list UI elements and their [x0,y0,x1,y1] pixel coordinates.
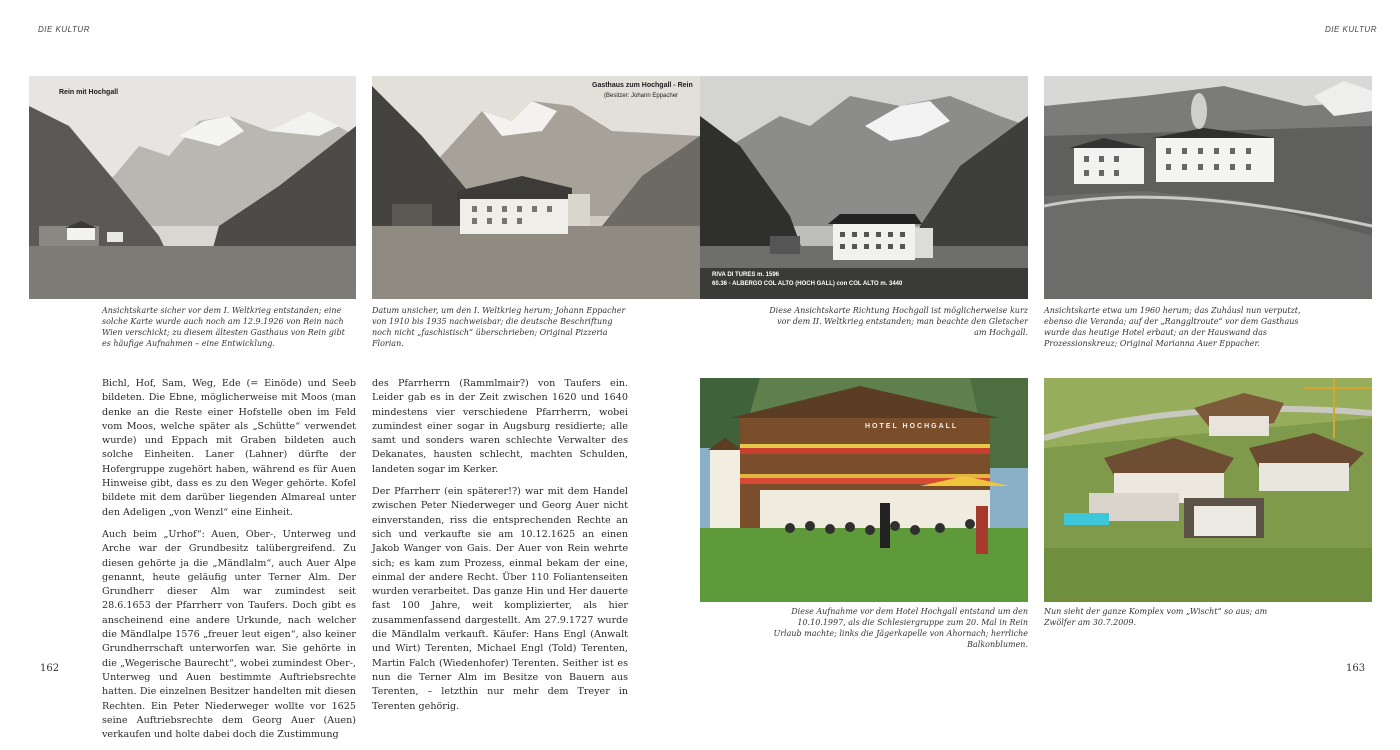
body-col1-paragraph-2: Auch beim „Urhof“: Auen, Ober-, Unterweg und Arche war der Grundbesitz talübergreifend. Zu diesen gehörte ja die „Mändlalm“, auch Auer Alpe genannt, heute geläufig unter Terner Alm. Der Grundherr dieser Alm war zumindest seit 28.6.1653 der Pfarrherr von Taufers. Doch gibt es anscheinend eine andere Urkunde, nach welcher die Mändlalpe 1576 „freuer leut eigen“, also keiner Grundherrschaft unterworfen war. Sie gehörte in die „Wegerische Baurecht“, wobei zumindest Ober-, Unterweg und Auen bestimmte Auftriebsrechte hatten. Die einzelnen Besitzer handelten mit diesen Rechten. Ein Peter Niederweger wollte vor 1625 seine Auftriebsrechte dem Georg Auer (Auen) verkaufen und holte dabei doch die Zustimmung [102,528,356,741]
caption-photo-1: Ansichtskarte sicher vor dem I. Weltkrieg entstanden; eine solche Karte wurde auch noch am 12.9.1926 von Rein nach Wien verschickt; zu diesem ältesten Gasthaus von Rein gibt es häufige Aufnahmen – eine Entwicklung. [102,306,345,348]
photo-5-label: HOTEL HOCHGALL [865,423,959,430]
caption-photo-3: Diese Ansichtskarte Richtung Hochgall ist möglicherweise kurz vor dem II. Weltkrieg entstanden; man beachte den Gletscher am Hochgall. [769,306,1028,337]
body-column-1 [102,377,356,750]
caption-photo-5: Diese Aufnahme vor dem Hotel Hochgall entstand um den 10.10.1997, als die Schlesiergruppe zum 20. Mal in Rein Urlaub machte; links die Jägerkapelle von Ahornach; herrliche Balkonblumen. [773,607,1028,649]
caption-photo-2: Datum unsicher, um den I. Weltkrieg herum; Johann Eppacher von 1910 bis 1935 nachweisbar; die deutsche Beschriftung noch nicht „faschistisch“ überschrieben; Original Pizzeria Florian. [372,306,626,348]
photo-hotel-hochgall-1997 [700,378,1028,602]
photo-hotel-komplex-2009 [1044,378,1372,602]
photo-gasthaus-um-1960 [1044,76,1372,299]
photo-3-artwork [700,76,1028,299]
photo-4-artwork [1044,76,1372,299]
body-column-2 [372,377,628,722]
photo-gasthaus-zum-hochgall [372,76,700,299]
photo-rein-mit-hochgall [29,76,356,299]
photo-1-label: Rein mit Hochgall [59,89,119,96]
photo-2-sublabel: (Besitzer: Johann Eppacher [604,93,679,99]
photo-3-label: RIVA DI TURES m. 1596 [712,272,780,278]
body-col2-paragraph-1: des Pfarrherrn (Rammlmair?) von Taufers ein. Leider gab es in der Zeit zwischen 1620 und 1640 mindestens vier verschiedene Pfarrherrn, wobei zumindest einer sogar in Augsburg residierte; alle samt und sonders waren schlechte Verwalter des Dekanates, hausten schlecht, machten Schulden, landeten sogar im Kerker. [372,378,628,475]
photo-2-label: Gasthaus zum Hochgall - Rein [592,82,693,89]
page-number-right: 163 [1346,663,1366,674]
photo-2-artwork [372,76,700,299]
running-head-right: DIE KULTUR [1325,25,1377,34]
photo-albergo-col-alto [700,76,1028,299]
photo-3-sublabel: 60.36 - ALBERGO COL ALTO (HOCH GALL) con COL ALTO m. 3440 [712,281,903,287]
running-head-left: DIE KULTUR [38,25,90,34]
photo-5-artwork [700,378,1028,602]
page-number-left: 162 [40,663,60,674]
photo-6-artwork [1044,378,1372,602]
caption-photo-4: Ansichtskarte etwa um 1960 herum; das Zuhäusl nun verputzt, ebenso die Veranda; auf der „Ranggltroute“ vor dem Gasthaus wurde das heutige Hotel erbaut; an der Hauswand das Prozessionskreuz; Original Marianna Auer Eppacher. [1044,306,1301,348]
body-col1-paragraph-1: Bichl, Hof, Sam, Weg, Ede (= Einöde) und Seeb bildeten. Die Ebne, möglicherweise mit Moos (man denke an die Reste einer Hofstelle oben im Feld vom Moos, welche später als „Schütte“ verwendet wurde) und Eppach mit Graben bildeten auch solche Einheiten. Laner (Lahner) dürfte der Hofergruppe zugehört haben, während es für Auen Hinweise gibt, dass es zu den Weger gehörte. Kofel bildete mit dem darüber liegenden Almareal unter den Adeligen „von Wenzl“ eine Einheit. [102,378,356,518]
photo-1-artwork [29,76,356,299]
caption-photo-6: Nun sieht der ganze Komplex vom „Wischt“ so aus; am Zwölfer am 30.7.2009. [1044,607,1268,627]
body-col2-paragraph-2: Der Pfarrherr (ein späterer!?) war mit dem Handel zwischen Peter Niederweger und Georg Auer nicht einverstanden, riss die entsprechenden Rechte an sich und verkaufte sie am 10.12.1625 an einen Jakob Wanger von Gais. Der Auer von Rein wehrte sich; es kam zum Prozess, einmal bekam der eine, einmal der andere Recht. Über 110 Foliantenseiten wurden verarbeitet. Das ganze Hin und Her dauerte fast 100 Jahre, weit komplizierter, als hier zusammenfassend dargestellt. Am 27.9.1727 wurde die Mändlalm verkauft. Käufer: Hans Engl (Anwalt und Wirt) Terenten, Michael Engl (Told) Terenten, Martin Falch (Wiedenhofer) Terenten. Seither ist es nun die Terner Alm im Besitze von Bauern aus Terenten, – letzthin nur mehr dem Treyer in Terenten gehörig. [372,486,628,712]
